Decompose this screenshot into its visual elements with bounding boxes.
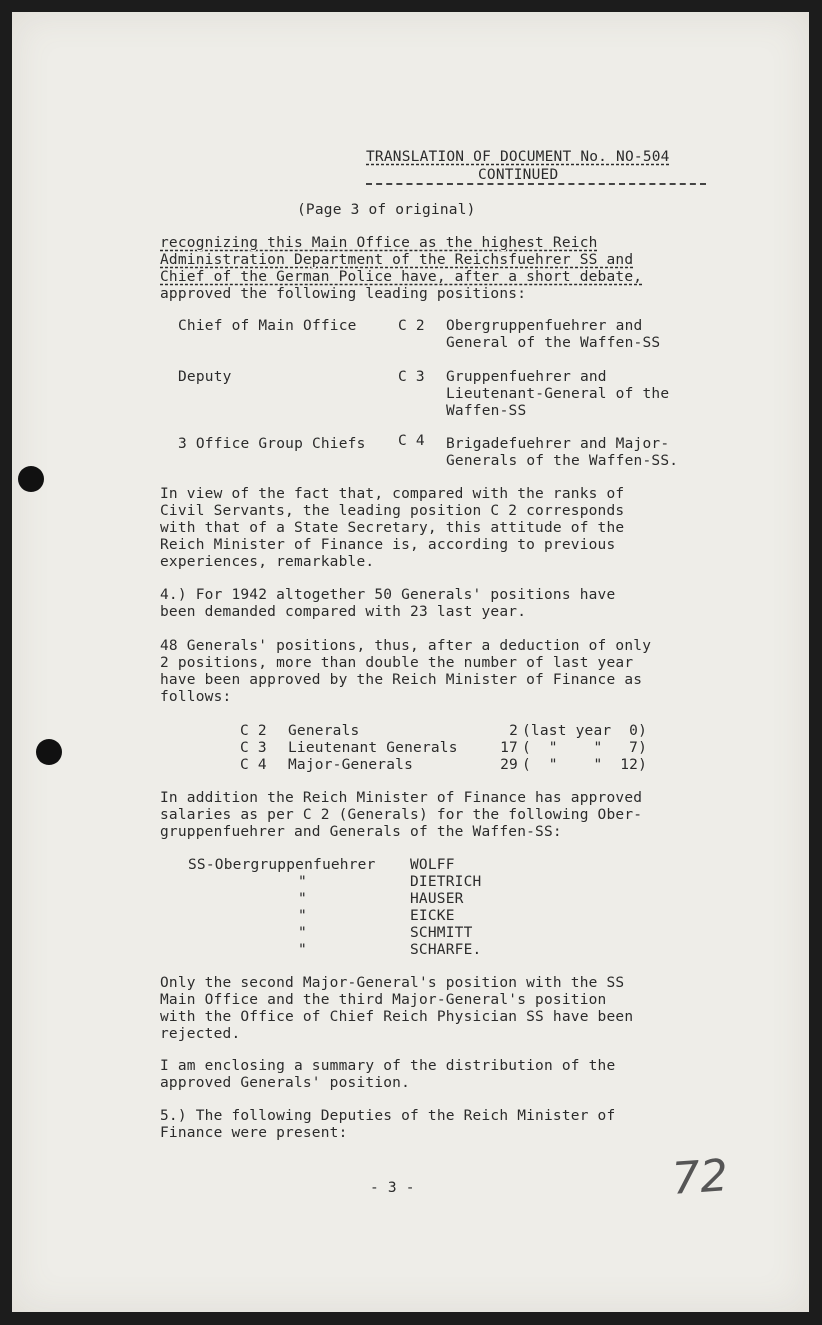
position-title: 3 Office Group Chiefs — [178, 436, 366, 452]
header-rule — [366, 183, 706, 185]
name-entry: HAUSER — [410, 891, 464, 907]
text-line: Finance were present: — [160, 1125, 348, 1141]
name-entry: SCHMITT — [410, 925, 473, 941]
document-title: TRANSLATION OF DOCUMENT No. NO-504 — [366, 149, 670, 165]
position-rank: Obergruppenfuehrer and — [446, 318, 643, 334]
position-grade: C 3 — [398, 369, 425, 385]
position-rank: Gruppenfuehrer and — [446, 369, 607, 385]
text-line: 4.) For 1942 altogether 50 Generals' positions have — [160, 587, 616, 603]
punch-hole — [18, 466, 44, 492]
text-line: with the Office of Chief Reich Physician SS have been — [160, 1009, 634, 1025]
position-rank: Lieutenant-General of the — [446, 386, 670, 402]
count-label: Lieutenant Generals — [288, 740, 458, 756]
text-line: experiences, remarkable. — [160, 554, 375, 570]
count-label: Major-Generals — [288, 757, 414, 773]
text-line: 5.) The following Deputies of the Reich Minister of — [160, 1108, 616, 1124]
handwritten-folio-number: 72 — [670, 1150, 730, 1205]
count-value: 2 — [509, 723, 518, 739]
name-entry: WOLFF — [410, 857, 455, 873]
text-line: approved Generals' position. — [160, 1075, 411, 1091]
ditto-mark: " — [298, 874, 307, 890]
page-number: - 3 - — [370, 1180, 415, 1196]
text-line: gruppenfuehrer and Generals of the Waffen-SS: — [160, 824, 562, 840]
name-entry: DIETRICH — [410, 874, 482, 890]
name-entry: SCHARFE. — [410, 942, 482, 958]
ditto-mark: " — [298, 891, 307, 907]
text-line: Main Office and the third Major-General's position — [160, 992, 607, 1008]
count-label: Generals — [288, 723, 360, 739]
names-label: SS-Obergruppenfuehrer — [188, 857, 376, 873]
name-entry: EICKE — [410, 908, 455, 924]
position-grade: C 4 — [398, 433, 425, 449]
text-line: have been approved by the Reich Minister of Finance as — [160, 672, 643, 688]
text-line: Only the second Major-General's position with the SS — [160, 975, 625, 991]
punch-hole — [36, 739, 62, 765]
position-grade: C 2 — [398, 318, 425, 334]
position-rank: Brigadefuehrer and Major- — [446, 436, 670, 452]
position-rank: Waffen-SS — [446, 403, 527, 419]
position-rank: General of the Waffen-SS — [446, 335, 661, 351]
page-reference: (Page 3 of original) — [297, 202, 476, 218]
count-last-year: ( " " 12) — [522, 757, 648, 773]
count-last-year: ( " " 7) — [522, 740, 648, 756]
position-title: Chief of Main Office — [178, 318, 357, 334]
document-subtitle: CONTINUED — [478, 167, 559, 183]
ditto-mark: " — [298, 908, 307, 924]
ditto-mark: " — [298, 942, 307, 958]
count-value: 29 — [500, 757, 518, 773]
text-line: rejected. — [160, 1026, 241, 1042]
text-line: In view of the fact that, compared with the ranks of — [160, 486, 625, 502]
text-line: Civil Servants, the leading position C 2 corresponds — [160, 503, 625, 519]
text-line: 2 positions, more than double the number of last year — [160, 655, 634, 671]
text-line: salaries as per C 2 (Generals) for the following Ober- — [160, 807, 643, 823]
count-grade: C 4 — [240, 757, 267, 773]
text-line: In addition the Reich Minister of Finance has approved — [160, 790, 643, 806]
text-line: Reich Minister of Finance is, according to previous — [160, 537, 616, 553]
count-grade: C 3 — [240, 740, 267, 756]
text-line: Administration Department of the Reichsfuehrer SS and — [160, 252, 634, 268]
position-rank: Generals of the Waffen-SS. — [446, 453, 679, 469]
text-line: I am enclosing a summary of the distribution of the — [160, 1058, 616, 1074]
text-line: Chief of the German Police have, after a short debate, — [160, 269, 643, 285]
count-value: 17 — [500, 740, 518, 756]
count-last-year: (last year 0) — [522, 723, 648, 739]
position-title: Deputy — [178, 369, 232, 385]
text-line: follows: — [160, 689, 232, 705]
text-line: recognizing this Main Office as the highest Reich — [160, 235, 598, 251]
ditto-mark: " — [298, 925, 307, 941]
count-grade: C 2 — [240, 723, 267, 739]
text-line: approved the following leading positions: — [160, 286, 527, 302]
text-line: 48 Generals' positions, thus, after a deduction of only — [160, 638, 652, 654]
text-line: with that of a State Secretary, this attitude of the — [160, 520, 625, 536]
text-line: been demanded compared with 23 last year. — [160, 604, 527, 620]
